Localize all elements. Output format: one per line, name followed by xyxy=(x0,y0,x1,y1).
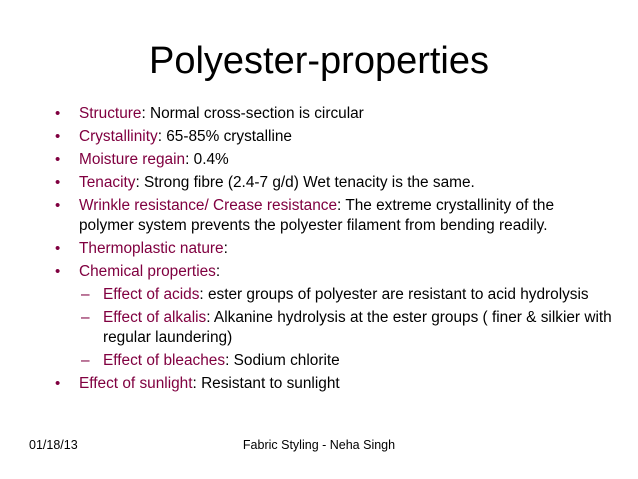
item-text: : ester groups of polyester are resistant to acid hydrolysis xyxy=(199,286,589,303)
list-item xyxy=(53,127,613,147)
dash-marker: – xyxy=(81,286,90,303)
dash-marker: – xyxy=(81,352,90,369)
item-term: Structure xyxy=(79,105,142,122)
bullet-marker: • xyxy=(55,151,61,168)
footer-date: 01/18/13 xyxy=(29,438,78,452)
bullet-marker: • xyxy=(55,197,61,214)
dash-marker: – xyxy=(81,309,90,326)
item-term: Crystallinity xyxy=(79,128,158,145)
bullet-marker: • xyxy=(55,263,61,280)
list-item xyxy=(53,150,613,170)
list-item xyxy=(53,104,613,124)
item-text: : xyxy=(215,263,221,280)
item-text: : Strong fibre (2.4-7 g/d) Wet tenacity is the same. xyxy=(135,174,475,191)
item-term: Moisture regain xyxy=(79,151,186,168)
bullet-marker: • xyxy=(55,105,61,122)
item-text: : Alkanine hydrolysis at the ester groups ( finer & silkier with regular laundering) xyxy=(103,309,612,346)
item-term: Chemical properties xyxy=(79,263,216,280)
sub-list-item xyxy=(53,285,613,305)
list-item xyxy=(53,374,613,394)
list-item xyxy=(53,196,613,236)
list-item xyxy=(53,239,613,259)
item-text: : xyxy=(223,240,228,257)
item-term: Wrinkle resistance/ Crease resistance xyxy=(79,197,338,214)
item-term: Effect of bleaches xyxy=(103,352,226,369)
item-term: Effect of alkalis xyxy=(103,309,207,326)
bullet-marker: • xyxy=(55,128,61,145)
sub-list-item xyxy=(53,351,613,371)
bullet-marker: • xyxy=(55,375,61,392)
slide-title: Polyester-properties xyxy=(148,40,490,82)
item-term: Effect of sunlight xyxy=(79,375,193,392)
item-text: : 65-85% crystalline xyxy=(157,128,292,145)
item-term: Tenacity xyxy=(79,174,136,191)
bullet-marker: • xyxy=(55,174,61,191)
list-item xyxy=(53,173,613,193)
item-text: : 0.4% xyxy=(185,151,229,168)
bullet-marker: • xyxy=(55,240,61,257)
footer-author: Fabric Styling - Neha Singh xyxy=(242,438,396,452)
item-term: Effect of acids xyxy=(103,286,200,303)
item-text: : Normal cross-section is circular xyxy=(141,105,364,122)
item-text: : Sodium chlorite xyxy=(225,352,340,369)
item-text: : Resistant to sunlight xyxy=(192,375,340,392)
bullet-list xyxy=(53,104,613,397)
sub-list-item xyxy=(53,308,613,348)
item-term: Thermoplastic nature xyxy=(79,240,224,257)
item-text: : The extreme crystallinity of the polymer system prevents the polyester filament from bending readily. xyxy=(79,197,555,234)
list-item xyxy=(53,262,613,282)
